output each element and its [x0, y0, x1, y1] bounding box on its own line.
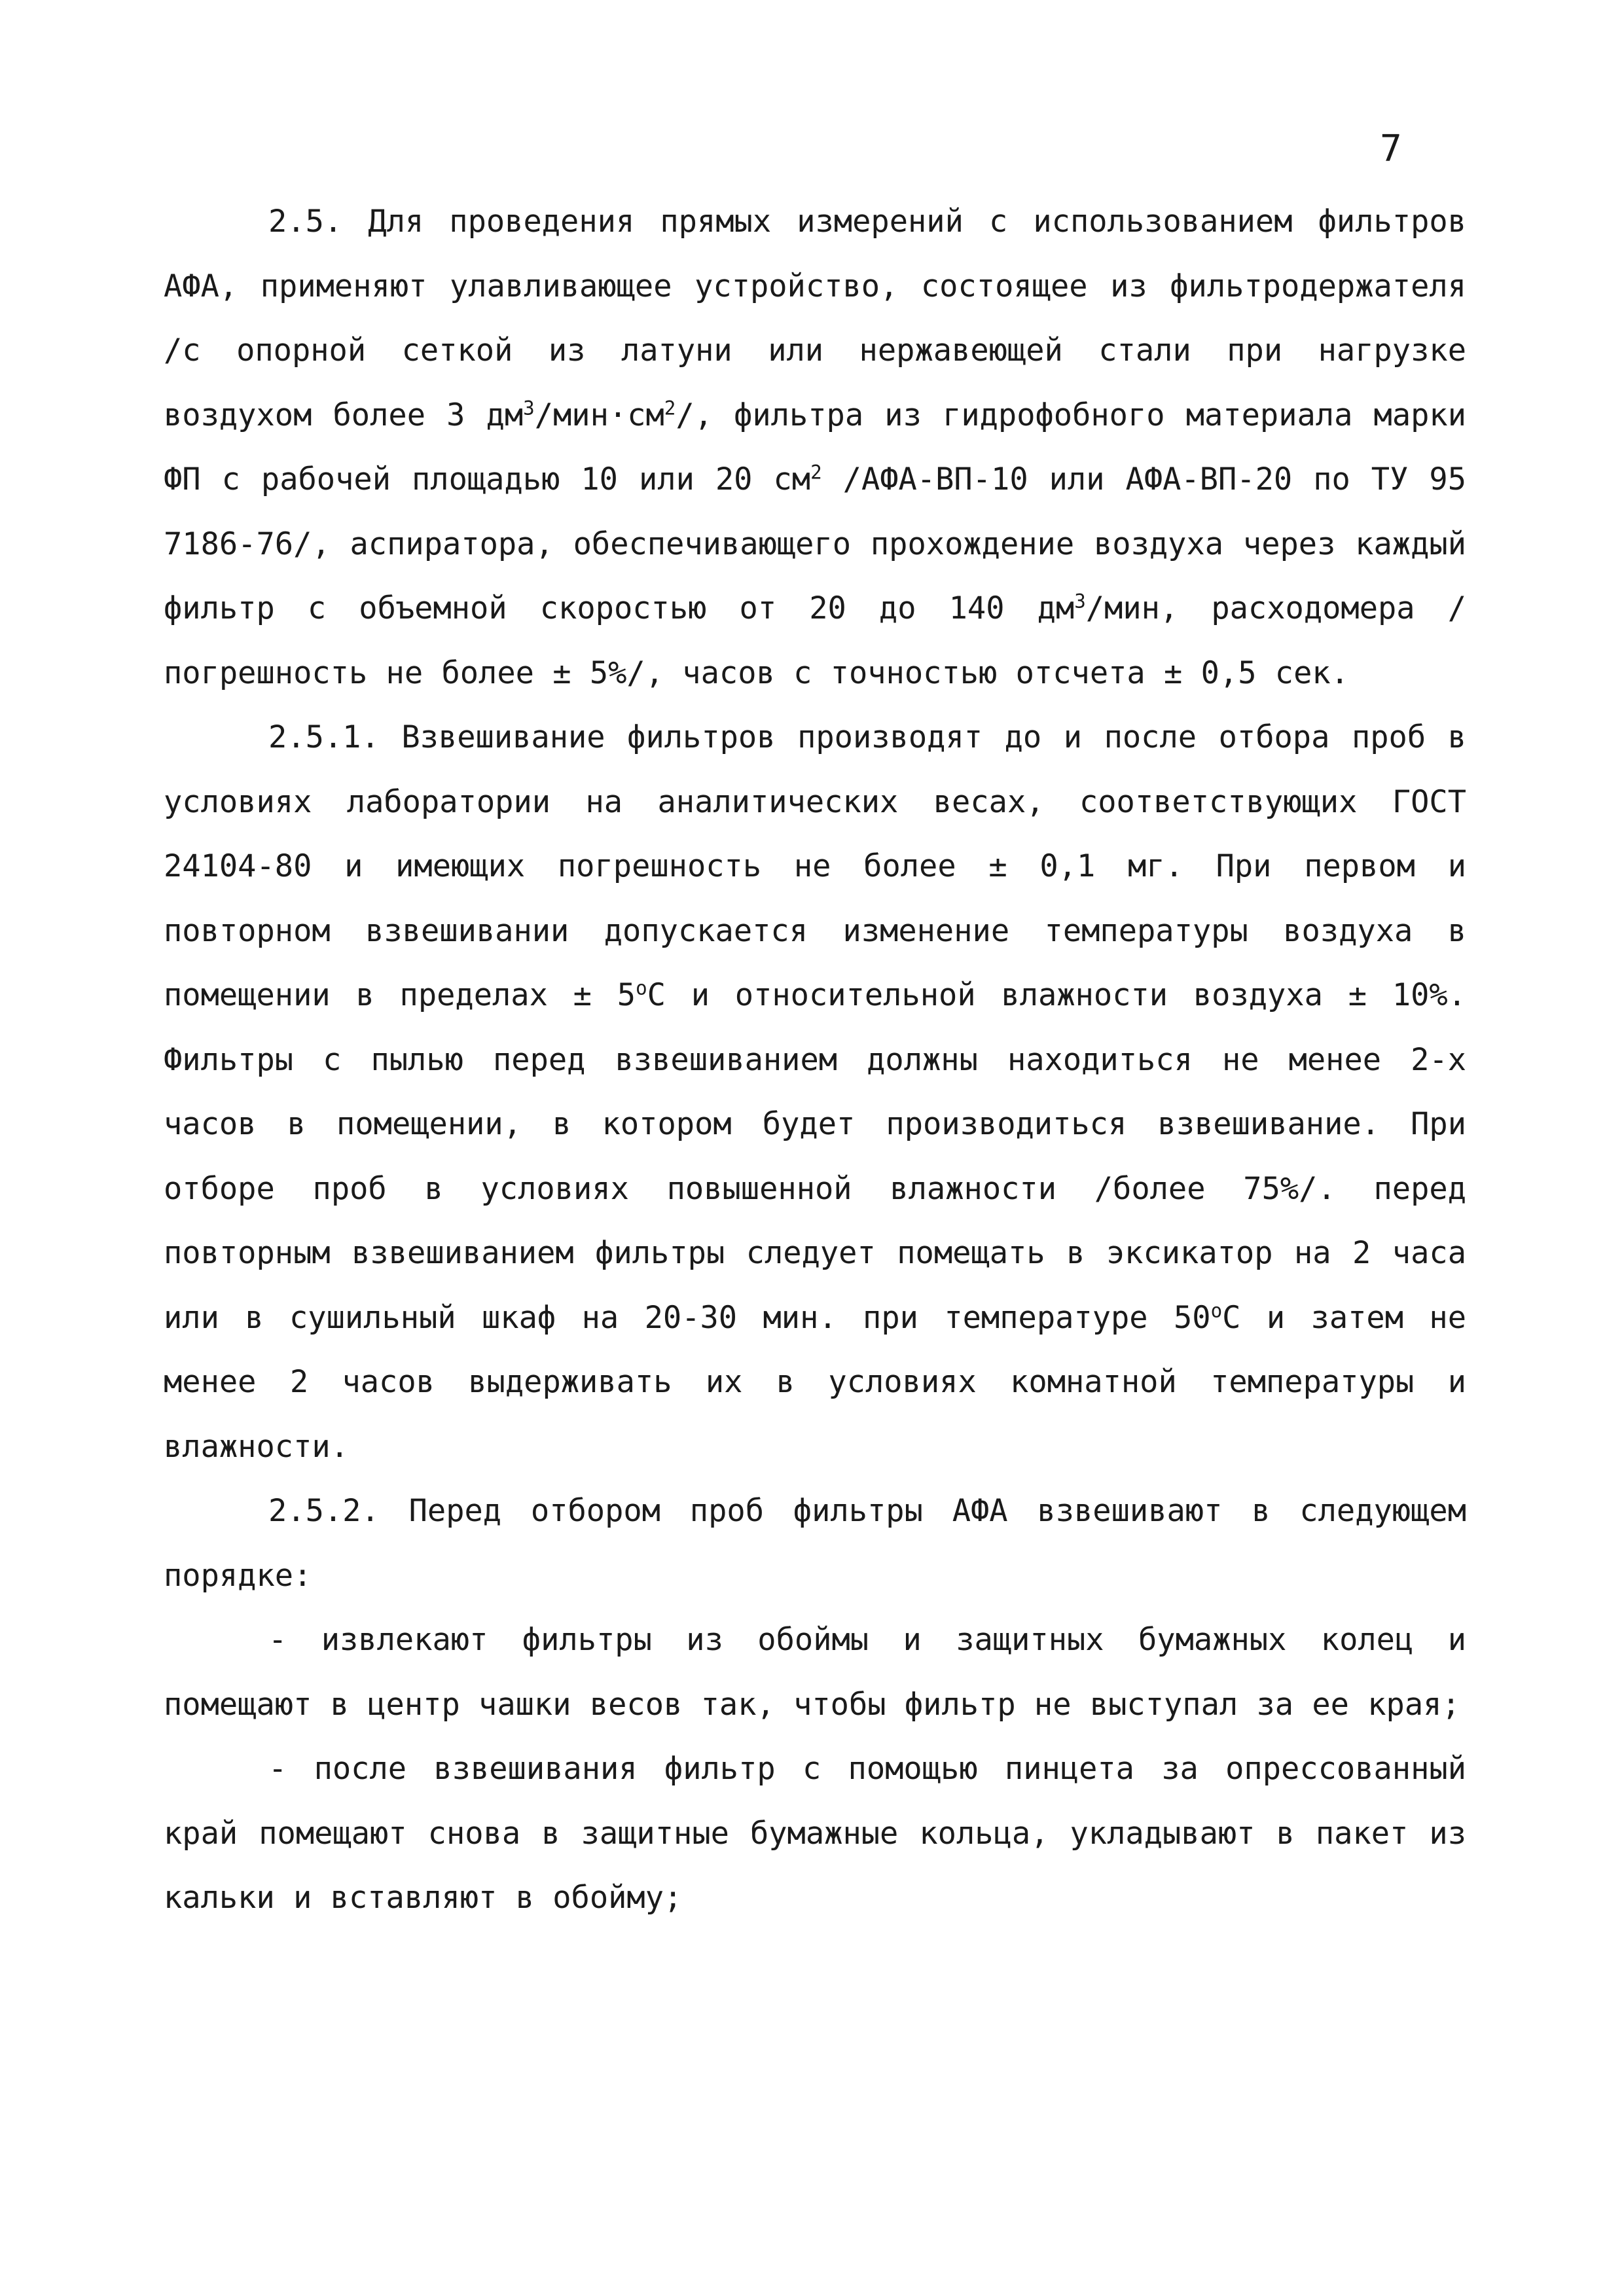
- superscript: о: [1210, 1299, 1223, 1321]
- text-segment: /мин·см: [534, 397, 664, 433]
- text-segment: /, фильтра из гидрофобного материала марки ФП с рабочей площадью 10 или 20 см: [164, 397, 1467, 497]
- text-segment: /АФА-ВП-10 или АФА-ВП-20 по ТУ 95 7186-76/, аспиратора, обеспечивающего прохождение воздуха через каждый фильтр с объемной скоростью от 20 до 140 дм: [164, 461, 1467, 626]
- document-body: [164, 190, 1466, 1931]
- superscript: 3: [523, 396, 535, 419]
- list-item: - после взвешивания фильтр с помощью пинцета за опрессованный край помещают снова в защитные бумажные кольца, укладывают в пакет из кальки и вставляют в обойму;: [164, 1751, 1466, 1916]
- text-segment: 2.5. Для проведения прямых измерений с использованием фильтров АФА, применяют улавливающее устройство, состоящее из фильтродержателя /с опорной сеткой из латуни или нержавеющей стали при нагрузке воздухом более 3 дм: [164, 204, 1466, 433]
- list-item: - извлекают фильтры из обоймы и защитных бумажных колец и помещают в центр чашки весов так, чтобы фильтр не выступал за ее края;: [164, 1622, 1466, 1723]
- superscript: о: [636, 977, 647, 999]
- paragraph-2-5: [164, 190, 1466, 706]
- text-segment: 2.5.1. Взвешивание фильтров производят до и после отбора проб в условиях лаборатории на аналитических весах, соответствующих ГОСТ 24104-80 и имеющих погрешность не более ± 0,1 мг. При первом и повторном взвешивании допускается изменение температуры воздуха в помещении в пределах ± 5: [164, 719, 1466, 1013]
- page-number: 7: [1380, 128, 1402, 170]
- text-segment: /мин, расходомера /погрешность не более ± 5%/, часов с точностью отсчета ± 0,5 сек.: [164, 590, 1466, 691]
- text-segment: С и относительной влажности воздуха ± 10%. Фильтры с пылью перед взвешиванием должны находиться не менее 2-х часов в помещении, в котором будет производиться взвешивание. При отборе проб в условиях повышенной влажности /более 75%/. перед повторным взвешиванием фильтры следует помещать в эксикатор на 2 часа или в сушильный шкаф на 20-30 мин. при температуре 50: [164, 977, 1466, 1336]
- superscript: 2: [810, 461, 822, 484]
- superscript: 3: [1074, 590, 1086, 613]
- superscript: 2: [664, 396, 676, 419]
- text-segment: С и затем не менее 2 часов выдерживать их в условиях комнатной температуры и влажности.: [164, 1299, 1466, 1465]
- paragraph-2-5-2: 2.5.2. Перед отбором проб фильтры АФА взвешивают в следующем порядке:: [164, 1493, 1466, 1594]
- paragraph-2-5-1: [164, 706, 1466, 1479]
